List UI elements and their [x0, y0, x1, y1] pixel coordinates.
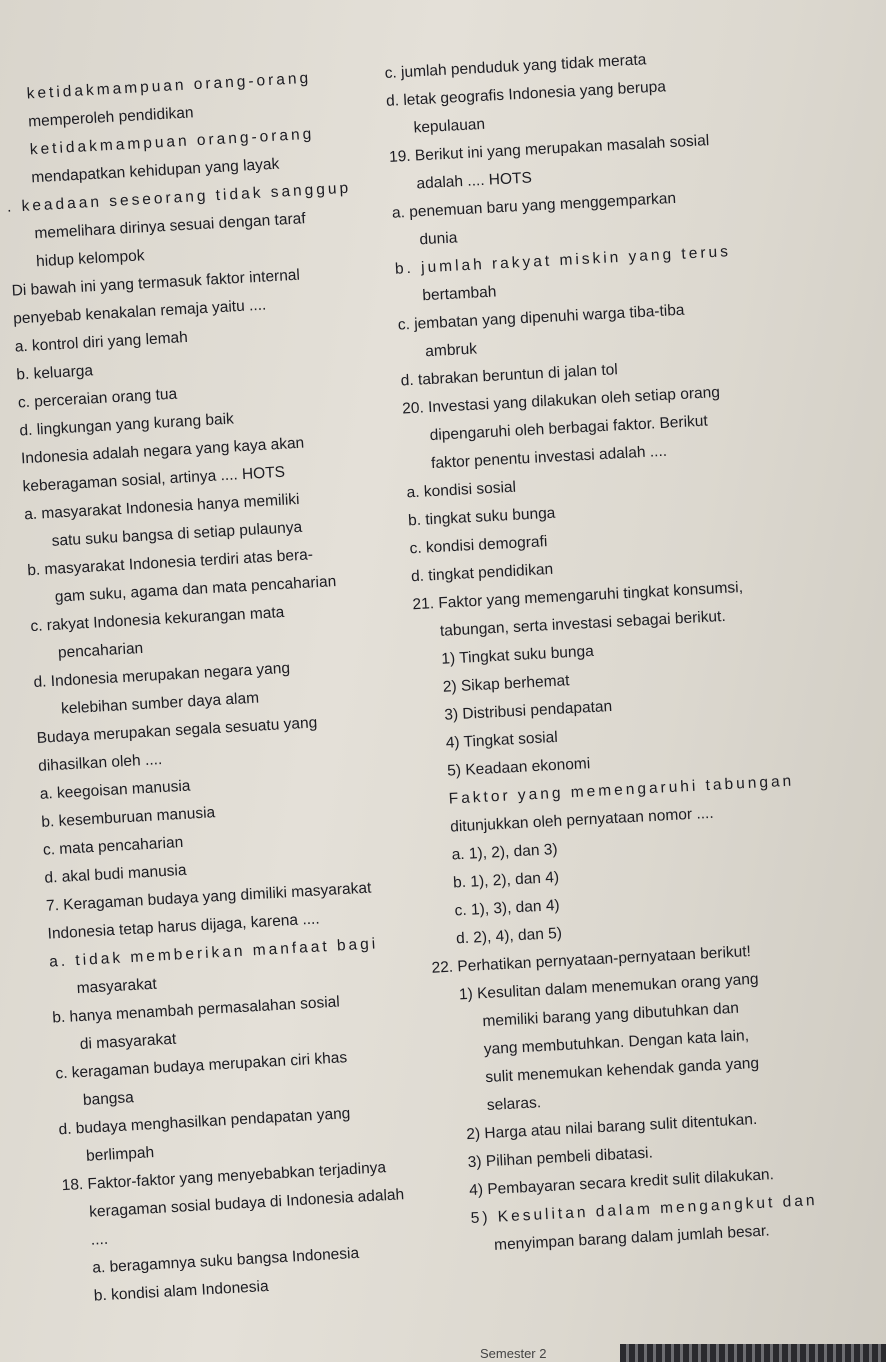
text-line: a. kondisi sosial — [406, 478, 517, 502]
text-line: 5) Kesulitan dalam mengangkut dan — [470, 1191, 818, 1228]
text-line: pencaharian — [57, 639, 144, 662]
text-line: 4) Tingkat sosial — [445, 728, 559, 752]
text-line: b. hanya menambah permasalahan sosial — [51, 993, 341, 1027]
text-line: ketidakmampuan orang-orang — [29, 125, 315, 159]
text-line: Indonesia tetap harus dijaga, karena .... — [47, 910, 320, 943]
text-line: ditunjukkan oleh pernyataan nomor .... — [449, 804, 714, 836]
text-line: d. 2), 4), dan 5) — [455, 924, 563, 948]
text-line: c. 1), 3), dan 4) — [454, 896, 561, 920]
text-line: a. 1), 2), dan 3) — [451, 841, 558, 864]
text-line: keberagaman sosial, artinya .... HOTS — [22, 463, 286, 496]
text-line: c. kondisi demografi — [409, 533, 548, 558]
text-line: memiliki barang yang dibutuhkan dan — [482, 999, 740, 1031]
text-line: gam suku, agama dan mata pencaharian — [54, 573, 337, 606]
text-line: tabungan, serta investasi sebagai berikut. — [439, 607, 727, 640]
text-line: mendapatkan kehidupan yang layak — [30, 155, 280, 187]
text-line: 2) Harga atau nilai barang sulit ditentukan. — [465, 1110, 758, 1144]
text-line: masyarakat — [76, 975, 158, 998]
text-line: sulit menemukan kehendak ganda yang — [484, 1054, 760, 1087]
text-line: selaras. — [486, 1094, 542, 1115]
text-line: yang membutuhkan. Dengan kata lain, — [483, 1027, 750, 1059]
text-line: memperoleh pendidikan — [27, 104, 194, 131]
text-line: d. tabrakan beruntun di jalan tol — [400, 361, 619, 390]
text-line: d. lingkungan yang kurang baik — [19, 410, 235, 440]
text-line: 5) Keadaan ekonomi — [446, 755, 591, 780]
text-line: d. budaya menghasilkan pendapatan yang — [58, 1105, 351, 1139]
text-line: b. masyarakat Indonesia terdiri atas bera- — [26, 546, 314, 580]
text-line: . keadaan seseorang tidak sanggup — [6, 179, 352, 216]
text-line: .... — [90, 1230, 109, 1249]
text-line: b. tingkat suku bunga — [407, 504, 556, 530]
text-line: 1) Kesulitan dalam menemukan orang yang — [458, 970, 759, 1004]
text-line: a. beragamnya suku bangsa Indonesia — [91, 1244, 360, 1277]
text-line: c. perceraian orang tua — [17, 385, 178, 412]
text-line: Budaya merupakan segala sesuatu yang — [36, 714, 318, 747]
text-line: dihasilkan oleh .... — [37, 751, 163, 775]
text-line: 7. Keragaman budaya yang dimiliki masyarakat — [45, 879, 372, 915]
text-line: c. rakyat Indonesia kekurangan mata — [29, 603, 285, 636]
text-line: d. akal budi manusia — [44, 861, 187, 887]
text-line: c. keragaman budaya merupakan ciri khas — [54, 1049, 348, 1083]
text-line: ambruk — [424, 340, 478, 361]
text-line: kelebihan sumber daya alam — [60, 689, 260, 718]
footer-bar — [620, 1344, 886, 1362]
right-column — [384, 34, 886, 1362]
text-line: b. kesemburuan manusia — [40, 804, 216, 831]
text-line: kepulauan — [413, 115, 486, 137]
text-line: a. kontrol diri yang lemah — [14, 328, 189, 356]
text-line: d. tingkat pendidikan — [410, 560, 554, 586]
text-line: berlimpah — [85, 1144, 155, 1165]
text-line: c. mata pencaharian — [42, 833, 184, 859]
text-line: bertambah — [421, 283, 497, 305]
footer-label: Semester 2 — [480, 1346, 547, 1361]
text-line: 2) Sikap berhemat — [442, 672, 570, 696]
text-line: d. Indonesia merupakan negara yang — [33, 659, 291, 692]
text-line: a. keegoisan manusia — [39, 777, 191, 803]
text-line: c. jembatan yang dipenuhi warga tiba-tiba — [397, 301, 685, 334]
text-line: b. 1), 2), dan 4) — [452, 868, 560, 892]
text-line: 20. Investasi yang dilakukan oleh setiap orang — [401, 383, 721, 418]
text-line: dunia — [419, 229, 458, 249]
text-line: 3) Pilihan pembeli dibatasi. — [467, 1144, 654, 1172]
text-line: 3) Distribusi pendapatan — [443, 697, 613, 724]
text-line: bangsa — [82, 1089, 135, 1109]
text-line: ketidakmampuan orang-orang — [26, 69, 312, 103]
text-line: a. masyarakat Indonesia hanya memiliki — [23, 490, 300, 524]
text-line: a. penemuan baru yang menggemparkan — [391, 189, 677, 222]
text-line: c. jumlah penduduk yang tidak merata — [384, 51, 647, 82]
text-line: hidup kelompok — [35, 247, 145, 271]
text-line: b. keluarga — [15, 362, 94, 384]
text-line: b. jumlah rakyat miskin yang terus — [394, 243, 732, 278]
text-line: faktor penentu investasi adalah .... — [430, 442, 668, 473]
text-line: 18. Faktor-faktor yang menyebabkan terjadinya — [61, 1159, 387, 1195]
text-line: d. letak geografis Indonesia yang berupa — [385, 78, 667, 110]
text-line: keragaman sosial budaya di Indonesia adalah — [88, 1186, 405, 1221]
text-line: adalah .... HOTS — [416, 169, 533, 193]
text-line: Di bawah ini yang termasuk faktor internal — [11, 266, 301, 300]
text-line: 1) Tingkat suku bunga — [440, 642, 595, 668]
text-line: Indonesia adalah negara yang kaya akan — [20, 434, 305, 468]
text-line: di masyarakat — [79, 1030, 177, 1054]
text-line: 19. Berikut ini yang merupakan masalah sosial — [388, 132, 710, 166]
text-line: 4) Pembayaran secara kredit sulit dilakukan. — [468, 1166, 775, 1200]
text-line: satu suku bangsa di setiap pulaunya — [51, 518, 303, 550]
text-line: 21. Faktor yang memengaruhi tingkat konsumsi, — [412, 578, 744, 614]
text-line: penyebab kenakalan remaja yaitu .... — [12, 296, 267, 328]
text-line: dipengaruhi oleh berbagai faktor. Berikut — [429, 412, 709, 445]
text-line: a. tidak memberikan manfaat bagi — [48, 935, 379, 971]
text-line: b. kondisi alam Indonesia — [93, 1277, 270, 1305]
text-line: memelihara dirinya sesuai dengan taraf — [34, 210, 306, 243]
text-line: Faktor yang memengaruhi tabungan — [448, 772, 795, 808]
text-line: 22. Perhatikan pernyataan-pernyataan berikut! — [431, 943, 752, 977]
text-line: menyimpan barang dalam jumlah besar. — [493, 1222, 770, 1254]
